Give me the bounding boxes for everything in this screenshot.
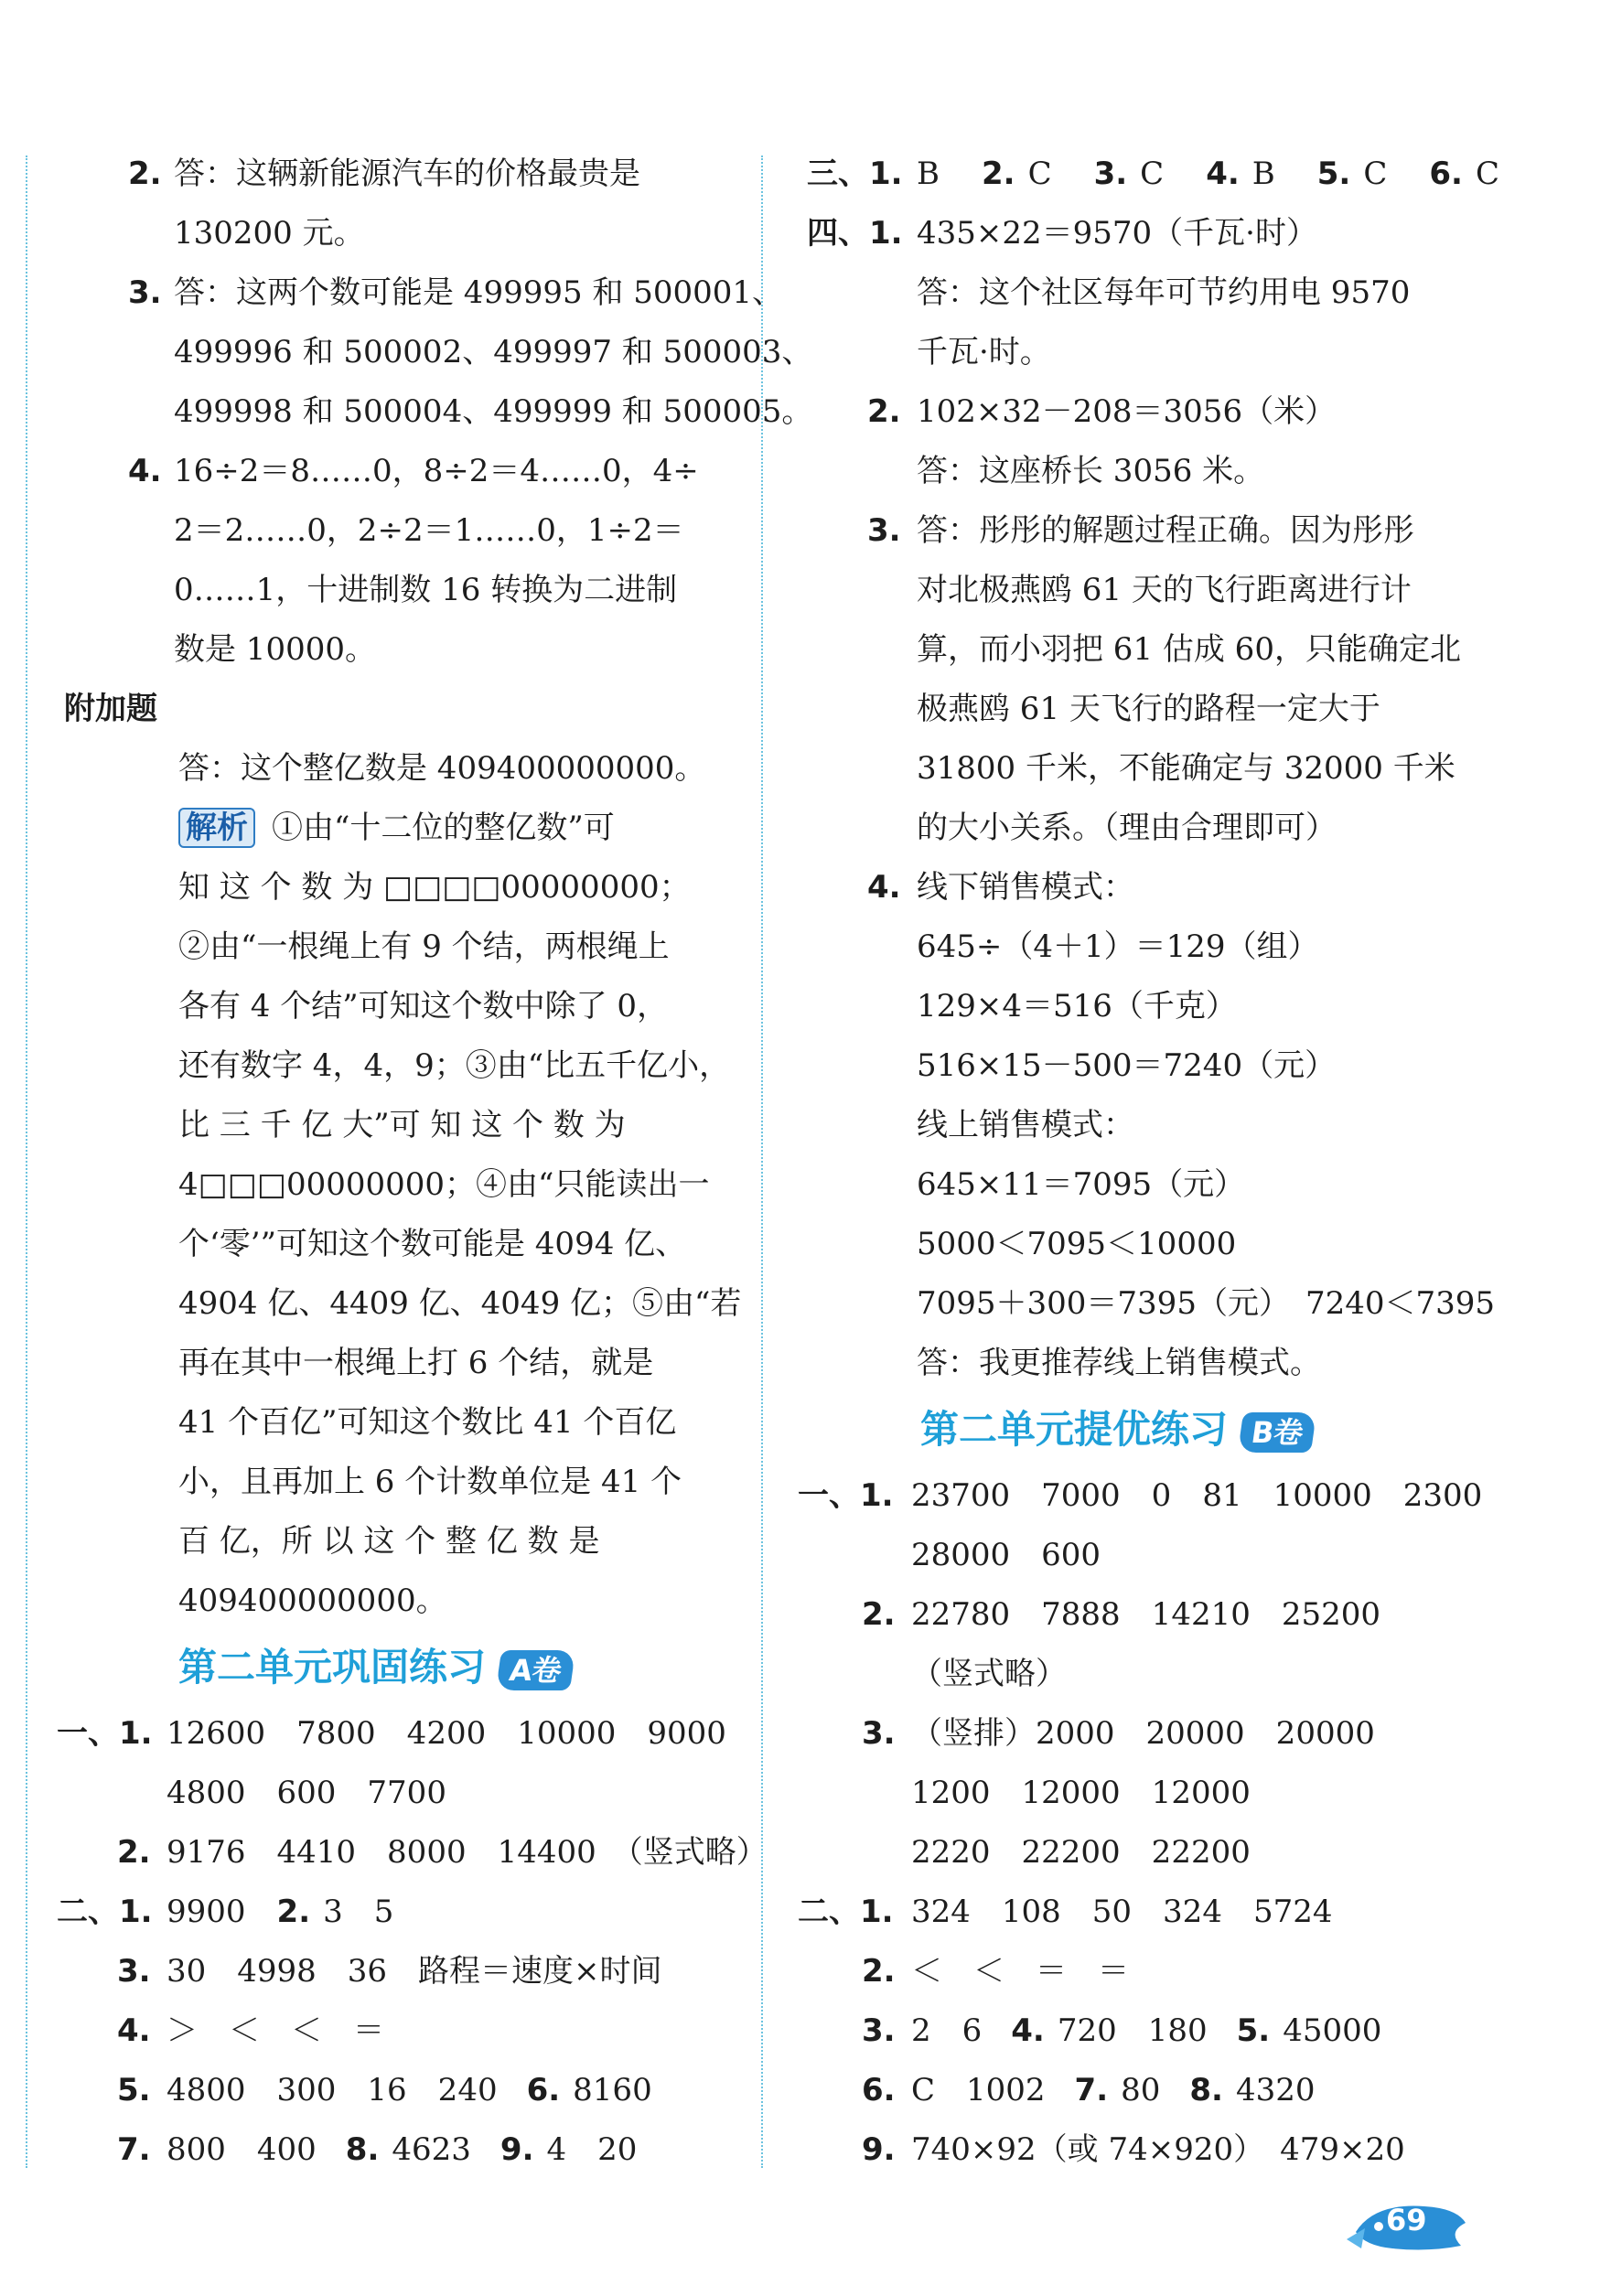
part-4-question-1: 四、1. 435×22＝9570（千瓦·时）	[807, 215, 1317, 252]
text-line: 516×15－500＝7240（元）	[917, 1047, 1337, 1084]
analysis-line: 比 三 千 亿 大”可 知 这 个 数 为	[178, 1107, 626, 1143]
analysis-line: 4904 亿、4409 亿、4049 亿；⑤由“若	[178, 1285, 742, 1322]
b-part-1-question-1: 一、1. 23700 7000 0 81 10000 2300	[798, 1477, 1483, 1514]
text-line: 499996 和 500002、499997 和 500003、	[174, 334, 813, 370]
section-badge-a: A卷	[496, 1650, 575, 1690]
text-line: 极燕鸥 61 天飞行的路程一定大于	[917, 691, 1380, 727]
analysis-line-1: 解析 ①由“十二位的整亿数”可	[178, 805, 615, 851]
text-line: 2＝2……0，2÷2＝1……0，1÷2＝	[174, 512, 684, 549]
b-part-2-question-6: 6. C 1002 7. 80 8. 4320	[862, 2072, 1316, 2108]
text-line: （竖式略）	[911, 1656, 1067, 1692]
part-3-answers: 三、1. B 2. C 3. C 4. B 5. C 6. C	[807, 156, 1499, 192]
text-line: 答：这座桥长 3056 米。	[917, 453, 1265, 489]
part-1-question-1: 一、1. 12600 7800 4200 10000 9000	[57, 1715, 726, 1752]
text-line: 4800 600 7700	[166, 1775, 446, 1811]
page-number: 69	[1386, 2203, 1427, 2237]
text-line: 算，而小羽把 61 估成 60，只能确定北	[917, 631, 1461, 668]
extra-answer: 答：这个整亿数是 409400000000。	[178, 750, 706, 787]
text-line: 1200 12000 12000	[911, 1775, 1251, 1811]
text-line: 31800 千米，不能确定与 32000 千米	[917, 750, 1456, 787]
text-line: 499998 和 500004、499999 和 500005。	[174, 393, 813, 430]
text-line: 130200 元。	[174, 215, 365, 252]
text-line: 的大小关系。（理由合理即可）	[917, 810, 1337, 846]
text-line: 7095＋300＝7395（元） 7240＜7395	[917, 1285, 1496, 1322]
section-title-improvement: 第二单元提优练习 B卷	[920, 1404, 1314, 1455]
text-line: 千瓦·时。	[917, 334, 1051, 370]
analysis-line: 各有 4 个结”可知这个数中除了 0，	[178, 988, 669, 1025]
text-line: 28000 600	[911, 1537, 1101, 1573]
b-part-2-question-9: 9. 740×92（或 74×920） 479×20	[862, 2131, 1405, 2168]
part-1-question-2: 2. 9176 4410 8000 14400 （竖式略）	[117, 1834, 768, 1871]
part-2-question-7: 7. 800 400 8. 4623 9. 4 20	[117, 2131, 638, 2168]
b-part-2-question-3: 3. 2 6 4. 720 180 5. 45000	[862, 2012, 1382, 2049]
question-3: 3. 答：这两个数可能是 499995 和 500001、	[128, 274, 784, 311]
text-line: 129×4＝516（千克）	[917, 988, 1237, 1025]
part-4-question-3: 3. 答：彤彤的解题过程正确。因为彤彤	[867, 512, 1414, 549]
analysis-line: 知 这 个 数 为 □□□□00000000；	[178, 869, 691, 906]
text-line: 线上销售模式：	[917, 1107, 1134, 1143]
analysis-line: 4□□□00000000；④由“只能读出一	[178, 1166, 710, 1203]
text-line: 645×11＝7095（元）	[917, 1166, 1246, 1203]
analysis-line: 小，且再加上 6 个计数单位是 41 个	[178, 1464, 682, 1500]
text-line: 2220 22200 22200	[911, 1834, 1251, 1871]
analysis-line: 百 亿，所 以 这 个 整 亿 数 是	[178, 1523, 600, 1560]
b-part-2-question-2: 2. ＜ ＜ ＝ ＝	[862, 1953, 1129, 1990]
analysis-line: 再在其中一根绳上打 6 个结，就是	[178, 1345, 654, 1381]
text-line: 5000＜7095＜10000	[917, 1226, 1237, 1262]
section-title-consolidation: 第二单元巩固练习 A卷	[178, 1642, 573, 1693]
b-part-2-question-1: 二、1. 324 108 50 324 5724	[798, 1894, 1333, 1930]
text-line: 答：我更推荐线上销售模式。	[917, 1345, 1321, 1381]
extra-question-heading: 附加题	[64, 691, 157, 727]
text-line: 数是 10000。	[174, 631, 376, 668]
b-part-1-question-2: 2. 22780 7888 14210 25200	[862, 1596, 1381, 1633]
part-2-question-4: 4. ＞ ＜ ＜ ＝	[117, 2012, 384, 2049]
part-2-question-3: 3. 30 4998 36 路程＝速度×时间	[117, 1953, 662, 1990]
section-badge-b: B卷	[1238, 1412, 1317, 1453]
text-line: 答：这个社区每年可节约用电 9570	[917, 274, 1411, 311]
b-part-1-question-3: 3. （竖排）2000 20000 20000	[862, 1715, 1375, 1752]
part-2-question-5: 5. 4800 300 16 240 6. 8160	[117, 2072, 652, 2108]
question-2: 2. 答：这辆新能源汽车的价格最贵是	[128, 156, 640, 192]
text-line: 对北极燕鸥 61 天的飞行距离进行计	[917, 572, 1412, 608]
left-margin-divider	[26, 156, 27, 2168]
analysis-line: 41 个百亿”可知这个数比 41 个百亿	[178, 1404, 677, 1441]
analysis-line: 个‘零’”可知这个数可能是 4094 亿、	[178, 1226, 687, 1262]
analysis-label: 解析	[178, 808, 255, 848]
part-4-question-2: 2. 102×32－208＝3056（米）	[867, 393, 1337, 430]
analysis-line: 409400000000。	[178, 1583, 447, 1619]
text-line: 645÷（4＋1）＝129（组）	[917, 928, 1319, 965]
analysis-line: ②由“一根绳上有 9 个结，两根绳上	[178, 928, 670, 965]
analysis-line: 还有数字 4，4，9；③由“比五千亿小，	[178, 1047, 731, 1084]
text-line: 0……1，十进制数 16 转换为二进制	[174, 572, 678, 608]
part-4-question-4: 4. 线下销售模式：	[867, 869, 1134, 906]
question-4: 4. 16÷2＝8……0，8÷2＝4……0，4÷	[128, 453, 699, 489]
part-2-question-1: 二、1. 9900 2. 3 5	[57, 1894, 394, 1930]
